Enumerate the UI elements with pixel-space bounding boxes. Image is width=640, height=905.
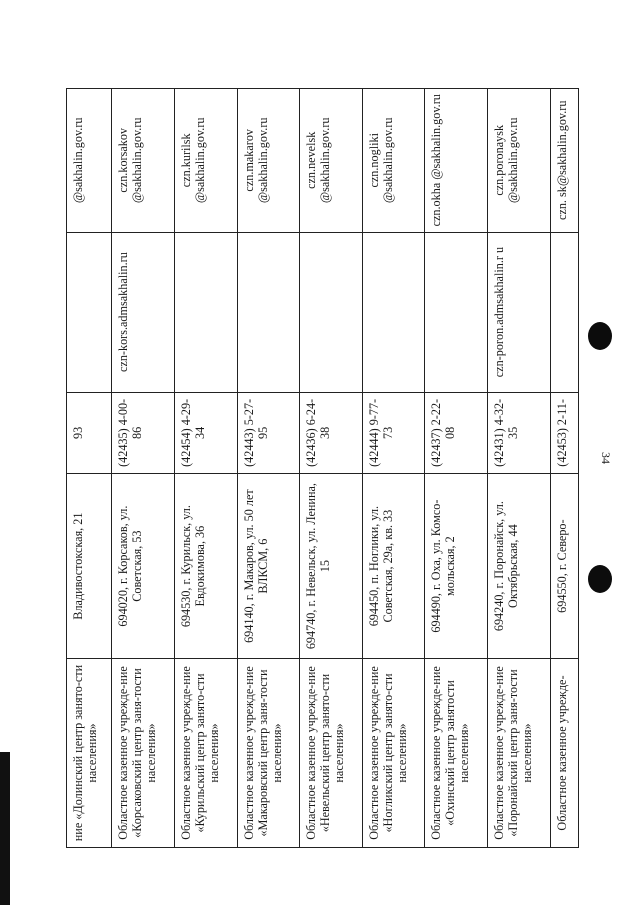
address-cell: 694530, г. Курильск, ул. Евдокимова, 36	[175, 474, 238, 659]
address-cell: 694140, г. Макаров, ул. 50 лет ВЛКСМ, 6	[237, 474, 300, 659]
website-cell	[67, 232, 112, 392]
phone-cell: (42436) 6-24-38	[300, 392, 363, 474]
table-row	[488, 89, 551, 848]
org-name-cell: Областное казенное учрежде-ние «Поронайский центр заня-тости населения»	[488, 659, 551, 848]
org-name-cell: Областное казенное учрежде-ние «Корсаковский центр заня-тости населения»	[112, 659, 175, 848]
org-name-cell: Областное казенное учрежде-ние «Ногликский центр занято-сти населения»	[362, 659, 425, 848]
employment-centers-table	[66, 88, 579, 848]
address-cell: 694450, п. Ноглики, ул. Советская, 29а, кв. 33	[362, 474, 425, 659]
address-cell: 694740, г. Невельск, ул. Ленина, 15	[300, 474, 363, 659]
address-cell: 694240, г. Поронайск, ул. Октябрьская, 44	[488, 474, 551, 659]
table-row	[67, 89, 112, 848]
email-cell: czn.poronaysk @sakhalin.gov.ru	[488, 89, 551, 233]
email-cell: czn.makarov @sakhalin.gov.ru	[237, 89, 300, 233]
page-number: 34	[599, 452, 613, 464]
email-cell: czn.nevelsk @sakhalin.gov.ru	[300, 89, 363, 233]
org-name-cell: Областное казенное учрежде-ние «Невельский центр занято-сти населения»	[300, 659, 363, 848]
phone-cell: (42443) 5-27-95	[237, 392, 300, 474]
email-cell: czn. sk@sakhalin.gov.ru	[550, 89, 578, 233]
org-name-cell: Областное казенное учрежде-ние «Охинский центр занятости населения»	[425, 659, 488, 848]
phone-cell: (42444) 9-77-73	[362, 392, 425, 474]
org-name-cell: ние «Долинский центр занято-сти населения»	[67, 659, 112, 848]
table-row	[112, 89, 175, 848]
website-cell: czn-kors.admsakhalin.ru	[112, 232, 175, 392]
org-name-cell: Областное казенное учрежде-ние «Курильский центр занято-сти населения»	[175, 659, 238, 848]
website-cell: czn-poron.admsakhalin.r u	[488, 232, 551, 392]
website-cell	[175, 232, 238, 392]
phone-cell: (42437) 2-22-08	[425, 392, 488, 474]
org-name-cell: Областное казенное учрежде-ние «Макаровский центр заня-тости населения»	[237, 659, 300, 848]
website-cell	[300, 232, 363, 392]
table-row	[300, 89, 363, 848]
email-cell: czn.okha @sakhalin.gov.ru	[425, 89, 488, 233]
scan-edge-shadow	[0, 752, 10, 905]
table-wrapper	[66, 88, 579, 848]
table-row	[237, 89, 300, 848]
phone-cell: (42453) 2-11-	[550, 392, 578, 474]
email-cell: @sakhalin.gov.ru	[67, 89, 112, 233]
table-row	[550, 89, 578, 848]
table-row	[362, 89, 425, 848]
address-cell: 694490, г. Оха, ул. Комсо-мольская, 2	[425, 474, 488, 659]
email-cell: czn.kurilsk @sakhalin.gov.ru	[175, 89, 238, 233]
website-cell	[550, 232, 578, 392]
phone-cell: (42431) 4-32-35	[488, 392, 551, 474]
punch-hole-top	[588, 322, 612, 350]
address-cell: 694020, г. Корсаков, ул. Советская, 53	[112, 474, 175, 659]
email-cell: czn.korsakov @sakhalin.gov.ru	[112, 89, 175, 233]
rotated-table-container	[66, 88, 579, 848]
website-cell	[362, 232, 425, 392]
table-row	[175, 89, 238, 848]
website-cell	[425, 232, 488, 392]
address-cell: Владивостокская, 21	[67, 474, 112, 659]
org-name-cell: Областное казенное учрежде-	[550, 659, 578, 848]
table-body	[67, 89, 579, 848]
phone-cell: (42435) 4-00-86	[112, 392, 175, 474]
phone-cell: 93	[67, 392, 112, 474]
website-cell	[237, 232, 300, 392]
email-cell: czn.nogliki @sakhalin.gov.ru	[362, 89, 425, 233]
phone-cell: (42454) 4-29-34	[175, 392, 238, 474]
table-row	[425, 89, 488, 848]
address-cell: 694550, г. Северо-	[550, 474, 578, 659]
punch-hole-bottom	[588, 565, 612, 593]
